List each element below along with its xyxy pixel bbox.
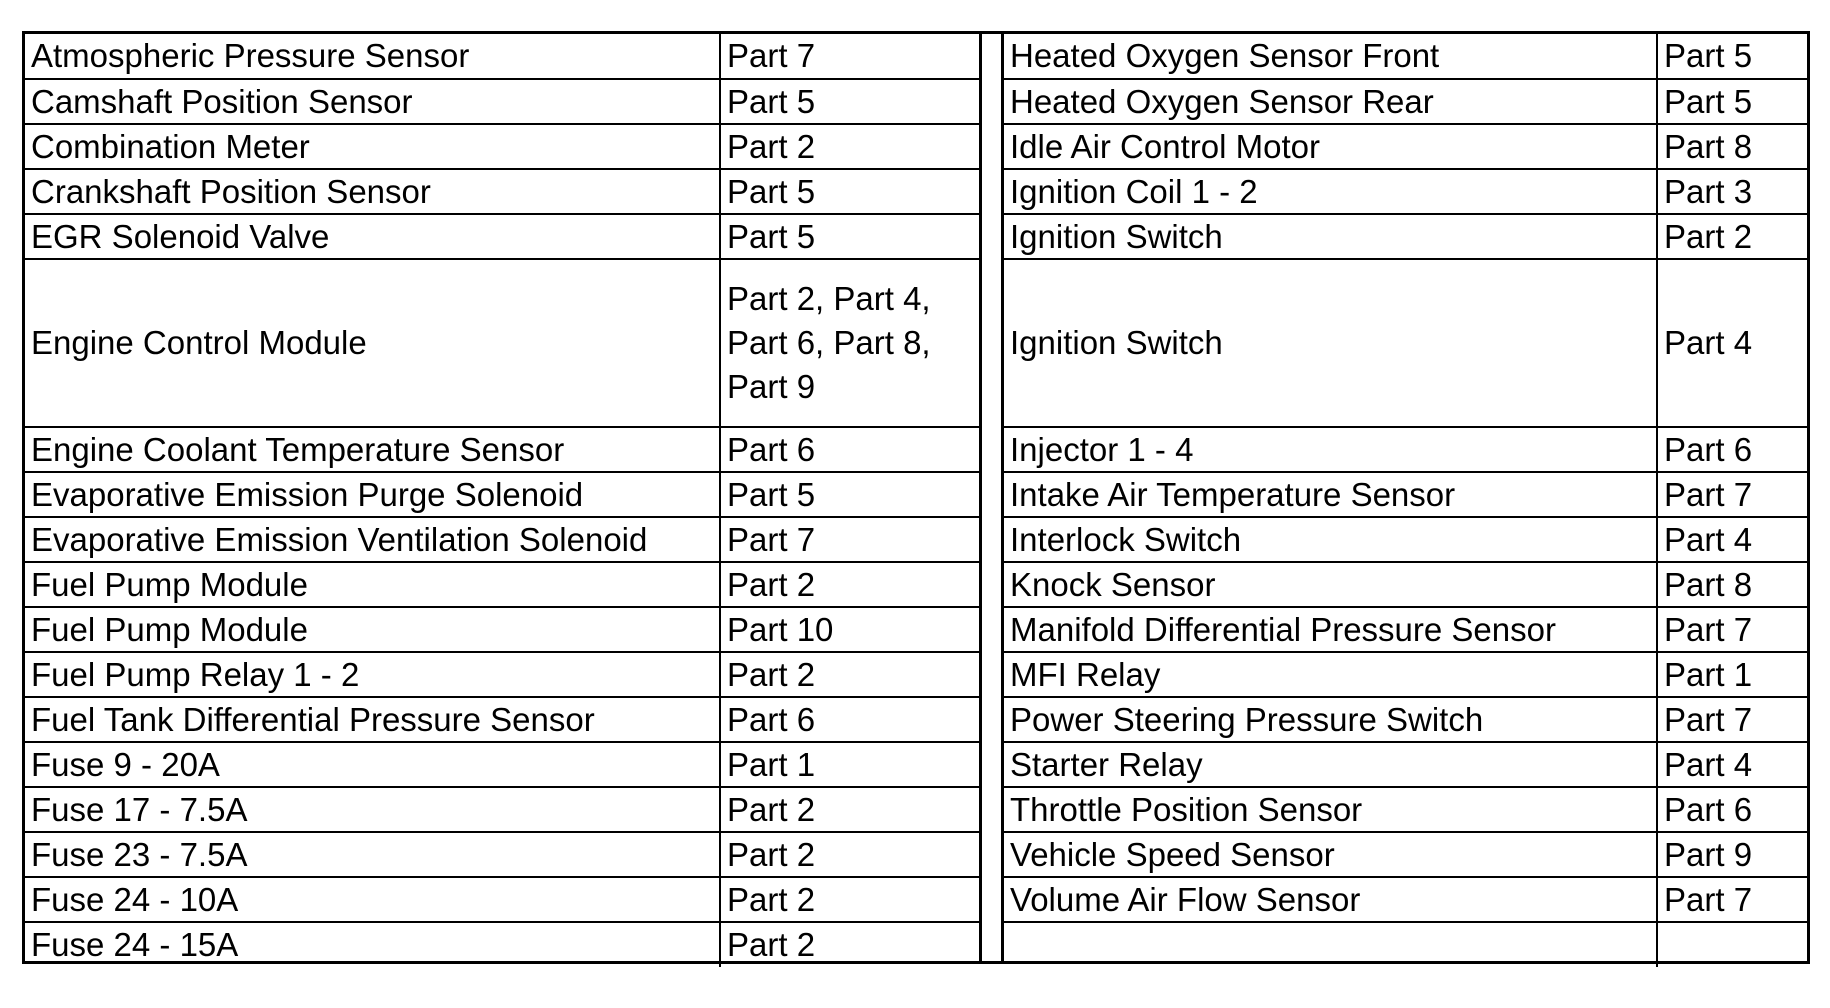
location-cell: Part 9 xyxy=(1657,832,1807,877)
location-cell: Part 4 xyxy=(1657,517,1807,562)
table-row xyxy=(25,787,979,832)
component-cell: Fuse 23 - 7.5A xyxy=(25,832,720,877)
table-row xyxy=(1004,79,1807,124)
table-row xyxy=(25,877,979,922)
location-line: Part 9 xyxy=(727,368,816,405)
component-cell: Fuel Tank Differential Pressure Sensor xyxy=(25,697,720,742)
component-cell: Knock Sensor xyxy=(1004,562,1657,607)
component-cell: Combination Meter xyxy=(25,124,720,169)
location-cell: Part 7 xyxy=(1657,697,1807,742)
component-cell: Power Steering Pressure Switch xyxy=(1004,697,1657,742)
component-index-sheet xyxy=(22,31,1810,964)
location-cell: Part 3 xyxy=(1657,169,1807,214)
component-cell: Engine Coolant Temperature Sensor xyxy=(25,427,720,472)
table-row xyxy=(1004,472,1807,517)
component-cell: Fuel Pump Relay 1 - 2 xyxy=(25,652,720,697)
location-cell: Part 4 xyxy=(1657,259,1807,427)
component-cell: Fuel Pump Module xyxy=(25,607,720,652)
component-cell: Atmospheric Pressure Sensor xyxy=(25,34,720,79)
table-row xyxy=(1004,124,1807,169)
table-row xyxy=(1004,427,1807,472)
location-cell: Part 6 xyxy=(1657,787,1807,832)
table-row xyxy=(25,169,979,214)
table-row xyxy=(1004,832,1807,877)
table-row xyxy=(25,34,979,79)
location-cell: Part 2 xyxy=(720,922,979,967)
table-row xyxy=(25,259,979,427)
table-row xyxy=(25,832,979,877)
table-row xyxy=(1004,922,1807,967)
component-cell: MFI Relay xyxy=(1004,652,1657,697)
table-row xyxy=(1004,259,1807,427)
location-cell: Part 8 xyxy=(1657,124,1807,169)
table-row xyxy=(1004,742,1807,787)
component-cell: Ignition Switch xyxy=(1004,214,1657,259)
location-cell xyxy=(1657,922,1807,967)
table-row xyxy=(25,607,979,652)
location-cell: Part 6 xyxy=(1657,427,1807,472)
location-cell: Part 5 xyxy=(1657,34,1807,79)
column-separator xyxy=(979,34,1004,961)
component-cell: Heated Oxygen Sensor Front xyxy=(1004,34,1657,79)
table-row xyxy=(25,697,979,742)
component-cell: Volume Air Flow Sensor xyxy=(1004,877,1657,922)
component-cell: Heated Oxygen Sensor Rear xyxy=(1004,79,1657,124)
component-cell: Crankshaft Position Sensor xyxy=(25,169,720,214)
location-line: Part 2, Part 4, xyxy=(727,280,931,317)
location-line: Part 6, Part 8, xyxy=(727,324,931,361)
location-cell: Part 7 xyxy=(720,517,979,562)
table-row xyxy=(25,517,979,562)
component-cell: Engine Control Module xyxy=(25,259,720,427)
table-row xyxy=(25,214,979,259)
location-cell: Part 2 xyxy=(720,652,979,697)
location-cell: Part 2 xyxy=(720,562,979,607)
location-cell: Part 10 xyxy=(720,607,979,652)
location-cell: Part 8 xyxy=(1657,562,1807,607)
location-cell: Part 6 xyxy=(720,427,979,472)
table-row xyxy=(1004,214,1807,259)
left-component-table xyxy=(25,34,979,967)
location-cell: Part 7 xyxy=(1657,472,1807,517)
location-cell: Part 7 xyxy=(1657,607,1807,652)
component-cell: Evaporative Emission Ventilation Solenoid xyxy=(25,517,720,562)
location-cell: Part 2 xyxy=(720,832,979,877)
table-row xyxy=(25,562,979,607)
component-cell: Fuse 9 - 20A xyxy=(25,742,720,787)
location-cell: Part 5 xyxy=(720,79,979,124)
component-cell: Fuse 17 - 7.5A xyxy=(25,787,720,832)
location-cell: Part 7 xyxy=(1657,877,1807,922)
location-cell xyxy=(720,259,979,427)
table-row xyxy=(1004,34,1807,79)
component-cell: Intake Air Temperature Sensor xyxy=(1004,472,1657,517)
component-cell: Throttle Position Sensor xyxy=(1004,787,1657,832)
table-row xyxy=(25,922,979,967)
component-cell: Idle Air Control Motor xyxy=(1004,124,1657,169)
location-cell: Part 6 xyxy=(720,697,979,742)
component-cell: Ignition Switch xyxy=(1004,259,1657,427)
location-cell: Part 5 xyxy=(720,169,979,214)
component-cell: Fuel Pump Module xyxy=(25,562,720,607)
component-cell xyxy=(1004,922,1657,967)
table-row xyxy=(1004,787,1807,832)
table-row xyxy=(1004,562,1807,607)
table-row xyxy=(1004,877,1807,922)
table-row xyxy=(25,472,979,517)
location-cell: Part 2 xyxy=(720,877,979,922)
table-row xyxy=(25,79,979,124)
component-cell: Injector 1 - 4 xyxy=(1004,427,1657,472)
table-row xyxy=(25,427,979,472)
location-cell: Part 5 xyxy=(720,214,979,259)
component-cell: Vehicle Speed Sensor xyxy=(1004,832,1657,877)
table-row xyxy=(25,742,979,787)
component-cell: Camshaft Position Sensor xyxy=(25,79,720,124)
location-cell: Part 2 xyxy=(720,124,979,169)
component-cell: Interlock Switch xyxy=(1004,517,1657,562)
table-row xyxy=(25,124,979,169)
location-cell: Part 1 xyxy=(1657,652,1807,697)
table-row xyxy=(25,652,979,697)
location-cell: Part 5 xyxy=(1657,79,1807,124)
component-cell: Evaporative Emission Purge Solenoid xyxy=(25,472,720,517)
location-cell: Part 5 xyxy=(720,472,979,517)
table-row xyxy=(1004,652,1807,697)
component-cell: Starter Relay xyxy=(1004,742,1657,787)
component-cell: Ignition Coil 1 - 2 xyxy=(1004,169,1657,214)
location-cell: Part 1 xyxy=(720,742,979,787)
table-row xyxy=(1004,607,1807,652)
location-cell: Part 7 xyxy=(720,34,979,79)
component-cell: Fuse 24 - 15A xyxy=(25,922,720,967)
location-cell: Part 2 xyxy=(1657,214,1807,259)
component-cell: Manifold Differential Pressure Sensor xyxy=(1004,607,1657,652)
table-row xyxy=(1004,517,1807,562)
location-cell: Part 2 xyxy=(720,787,979,832)
component-cell: Fuse 24 - 10A xyxy=(25,877,720,922)
component-cell: EGR Solenoid Valve xyxy=(25,214,720,259)
table-row xyxy=(1004,169,1807,214)
right-component-table xyxy=(1004,34,1807,967)
location-cell: Part 4 xyxy=(1657,742,1807,787)
table-row xyxy=(1004,697,1807,742)
